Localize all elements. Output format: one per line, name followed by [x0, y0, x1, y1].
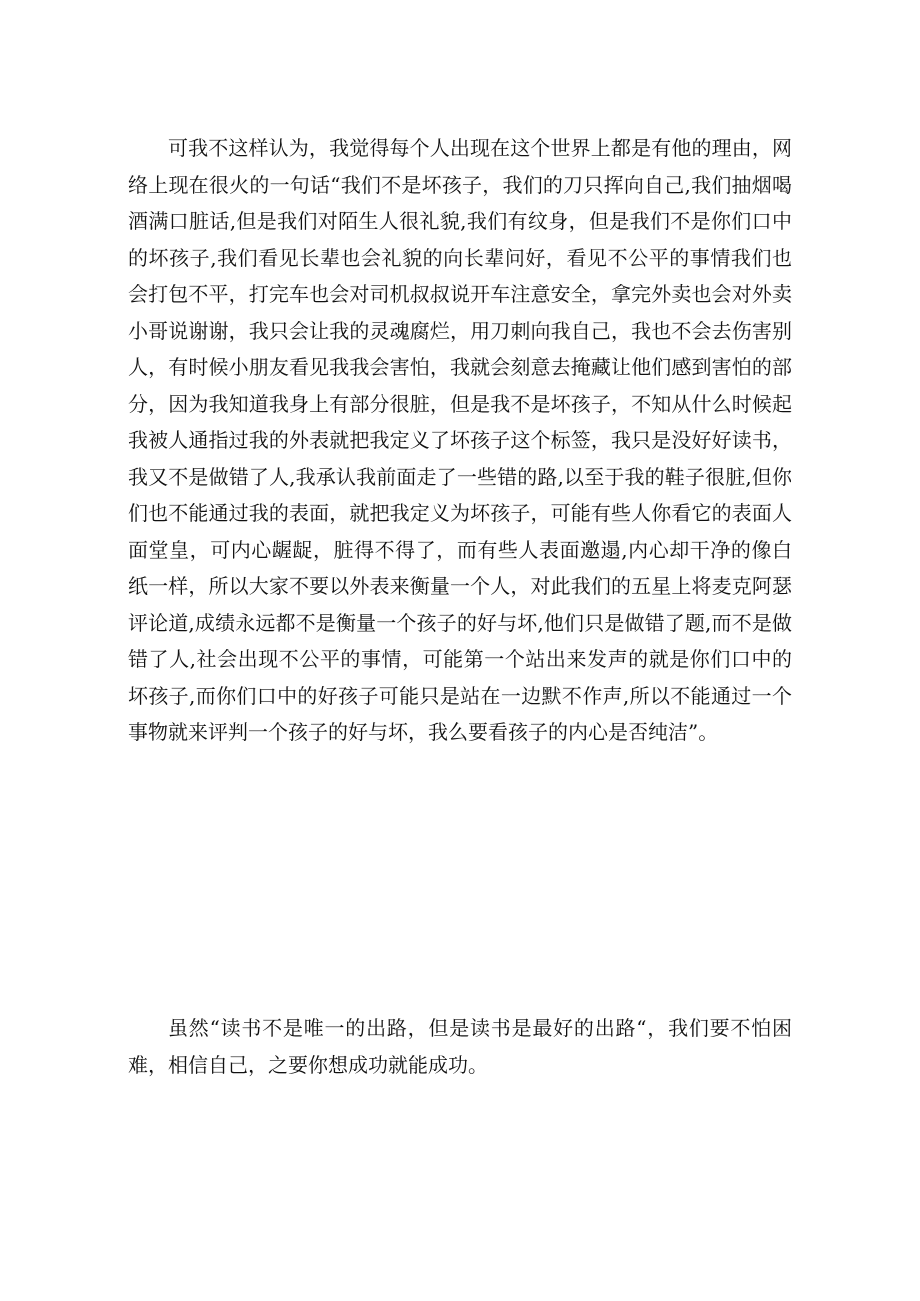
body-paragraph-2: 虽然“读书不是唯一的出路，但是读书是最好的出路“，我们要不怕困难，相信自己，之要你想成功就能成功。 [128, 1016, 792, 1077]
body-paragraph-1: 可我不这样认为，我觉得每个人出现在这个世界上都是有他的理由，网络上现在很火的一句话“我们不是坏孩子，我们的刀只挥向自己,我们抽烟喝酒满口脏话,但是我们对陌生人很礼貌,我们有纹身，但是我们不是你们口中的坏孩子,我们看见长辈也会礼貌的向长辈问好，看见不公平的事情我们也会打包不平，打完车也会对司机叔叔说开车注意安全，拿完外卖也会对外卖小哥说谢谢，我只会让我的灵魂腐烂，用刀刺向我自己，我也不会去伤害别人，有时候小朋友看见我我会害怕，我就会刻意去掩藏让他们感到害怕的部分，因为我知道我身上有部分很脏，但是我不是坏孩子，不知从什么时候起我被人通指过我的外表就把我定义了坏孩子这个标签，我只是没好好读书，我又不是做错了人,我承认我前面走了一些错的路,以至于我的鞋子很脏,但你们也不能通过我的表面，就把我定义为坏孩子，可能有些人你看它的表面人面堂皇，可内心龌龊，脏得不得了，而有些人表面邀遢,内心却干净的像白纸一样，所以大家不要以外表来衡量一个人，对此我们的五星上将麦克阿瑟评论道,成绩永远都不是衡量一个孩子的好与坏,他们只是做错了题,而不是做错了人,社会出现不公平的事情，可能第一个站出来发声的就是你们口中的坏孩子,而你们口中的好孩子可能只是站在一边默不作声,所以不能通过一个事物就来评判一个孩子的好与坏，我么要看孩子的内心是否纯洁”。 [128, 136, 792, 744]
